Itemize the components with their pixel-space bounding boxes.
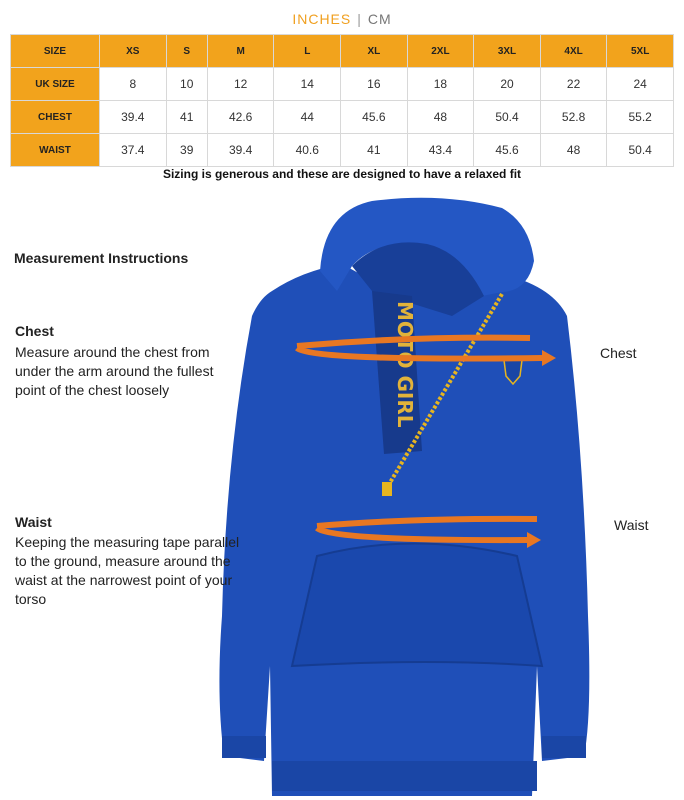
table-row <box>11 68 674 101</box>
table-cell: 40.6 <box>274 134 341 167</box>
table-cell: 44 <box>274 101 341 134</box>
waist-label: Waist <box>614 517 649 533</box>
unit-separator: | <box>357 11 362 27</box>
header-cell: 3XL <box>474 35 541 68</box>
table-cell: 50.4 <box>474 101 541 134</box>
hoodie-hem <box>272 761 537 791</box>
table-cell: 42.6 <box>207 101 274 134</box>
table-cell: 22 <box>540 68 607 101</box>
table-cell: 20 <box>474 68 541 101</box>
hoodie-pocket <box>292 544 542 667</box>
chest-label: Chest <box>600 345 637 361</box>
header-cell: S <box>166 35 207 68</box>
table-row <box>11 101 674 134</box>
header-cell: M <box>207 35 274 68</box>
hoodie-zipper-pull <box>382 482 392 496</box>
row-header-chest: CHEST <box>11 101 100 134</box>
unit-inches-tab[interactable]: INCHES <box>292 11 352 27</box>
table-cell: 43.4 <box>407 134 474 167</box>
table-row <box>11 134 674 167</box>
table-cell: 48 <box>407 101 474 134</box>
table-cell: 45.6 <box>341 101 408 134</box>
size-chart-table <box>10 34 674 167</box>
table-cell: 48 <box>540 134 607 167</box>
header-cell: XS <box>100 35 167 68</box>
table-cell: 50.4 <box>607 134 674 167</box>
unit-cm-tab[interactable]: CM <box>367 11 392 27</box>
table-cell: 12 <box>207 68 274 101</box>
table-cell: 39.4 <box>100 101 167 134</box>
waist-instruction-title: Waist <box>15 514 52 530</box>
row-header-uk-size: UK SIZE <box>11 68 100 101</box>
chest-instruction-text: Measure around the chest from under the arm around the fullest point of the chest loosely <box>15 344 214 398</box>
hoodie-graphic-text: MOTO GIRL <box>393 301 417 428</box>
table-cell: 41 <box>341 134 408 167</box>
table-cell: 24 <box>607 68 674 101</box>
table-cell: 10 <box>166 68 207 101</box>
chest-instruction-title: Chest <box>15 323 54 339</box>
waist-instruction-text: Keeping the measuring tape parallel to the ground, measure around the waist at the narrowest point of your torso <box>15 534 240 607</box>
table-cell: 18 <box>407 68 474 101</box>
table-cell: 14 <box>274 68 341 101</box>
table-cell: 52.8 <box>540 101 607 134</box>
table-cell: 39.4 <box>207 134 274 167</box>
hoodie-right-cuff <box>542 736 586 758</box>
header-cell: XL <box>341 35 408 68</box>
header-cell: SIZE <box>11 35 100 68</box>
header-cell: L <box>274 35 341 68</box>
hoodie-illustration <box>212 196 612 800</box>
row-header-waist: WAIST <box>11 134 100 167</box>
table-header-row <box>11 35 674 68</box>
header-cell: 2XL <box>407 35 474 68</box>
hoodie-left-cuff <box>222 736 266 758</box>
table-cell: 41 <box>166 101 207 134</box>
table-cell: 45.6 <box>474 134 541 167</box>
measurement-instructions-title: Measurement Instructions <box>14 250 189 266</box>
sizing-note: Sizing is generous and these are designed to have a relaxed fit <box>162 167 522 181</box>
unit-toggle <box>0 11 684 27</box>
table-cell: 55.2 <box>607 101 674 134</box>
header-cell: 4XL <box>540 35 607 68</box>
table-cell: 39 <box>166 134 207 167</box>
table-cell: 16 <box>341 68 408 101</box>
table-cell: 37.4 <box>100 134 167 167</box>
table-cell: 8 <box>100 68 167 101</box>
header-cell: 5XL <box>607 35 674 68</box>
